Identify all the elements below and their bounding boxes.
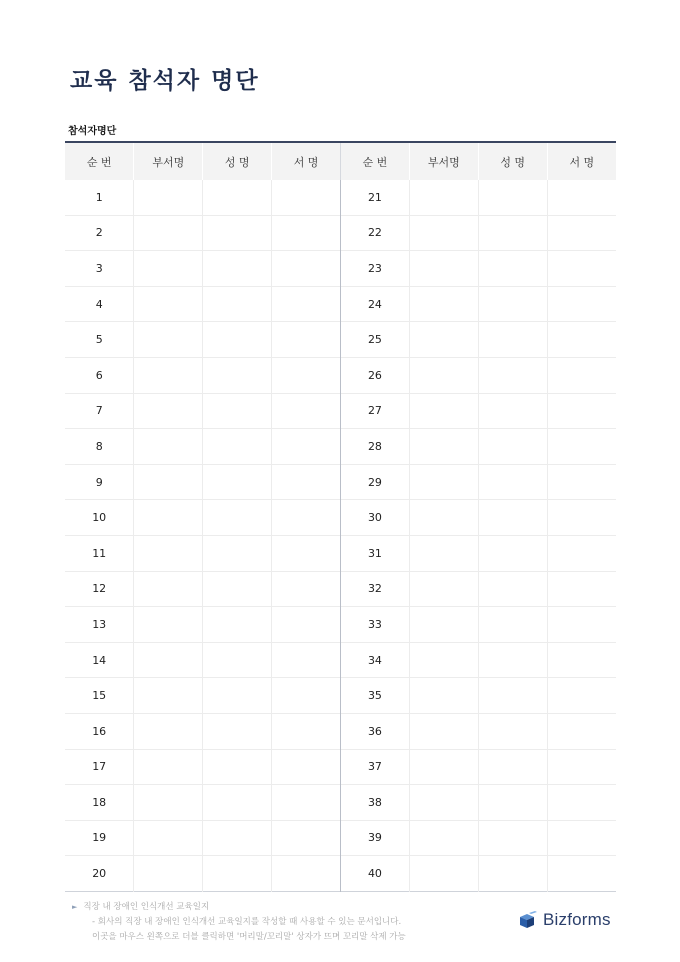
table-row xyxy=(65,180,616,215)
signature-cell[interactable] xyxy=(547,713,616,749)
row-number-right: 37 xyxy=(341,749,410,785)
department-cell[interactable] xyxy=(134,286,203,322)
table-row xyxy=(65,357,616,393)
page-title: 교육 참석자 명단 xyxy=(70,68,260,94)
table-row xyxy=(65,571,616,607)
name-cell[interactable] xyxy=(478,856,547,892)
name-cell[interactable] xyxy=(203,393,272,429)
department-cell[interactable] xyxy=(134,180,203,215)
department-cell[interactable] xyxy=(134,642,203,678)
row-number-left: 10 xyxy=(65,500,134,536)
row-number-left: 15 xyxy=(65,678,134,714)
header-name-left: 성 명 xyxy=(203,142,272,180)
department-cell[interactable] xyxy=(134,393,203,429)
row-number-right: 29 xyxy=(341,464,410,500)
department-cell[interactable] xyxy=(134,357,203,393)
department-cell[interactable] xyxy=(134,785,203,821)
name-cell[interactable] xyxy=(478,713,547,749)
department-cell[interactable] xyxy=(409,607,478,643)
signature-cell[interactable] xyxy=(547,357,616,393)
name-cell[interactable] xyxy=(478,429,547,465)
signature-cell[interactable] xyxy=(272,357,341,393)
department-cell[interactable] xyxy=(409,642,478,678)
department-cell[interactable] xyxy=(409,535,478,571)
row-number-right: 28 xyxy=(341,429,410,465)
signature-cell[interactable] xyxy=(547,820,616,856)
footer-title-line xyxy=(72,900,406,915)
signature-cell[interactable] xyxy=(547,286,616,322)
row-number-left: 9 xyxy=(65,464,134,500)
signature-cell[interactable] xyxy=(272,322,341,358)
department-cell[interactable] xyxy=(134,251,203,287)
row-number-right: 25 xyxy=(341,322,410,358)
department-cell[interactable] xyxy=(409,215,478,251)
table-row xyxy=(65,215,616,251)
row-number-right: 33 xyxy=(341,607,410,643)
table-row xyxy=(65,393,616,429)
footer-title: 직장 내 장애인 인식개선 교육일지 xyxy=(83,902,210,912)
row-number-right: 34 xyxy=(341,642,410,678)
name-cell[interactable] xyxy=(203,749,272,785)
table-row xyxy=(65,464,616,500)
name-cell[interactable] xyxy=(203,642,272,678)
row-number-right: 30 xyxy=(341,500,410,536)
header-signature-right: 서 명 xyxy=(547,142,616,180)
table-row xyxy=(65,500,616,536)
name-cell[interactable] xyxy=(478,642,547,678)
header-name-right: 성 명 xyxy=(478,142,547,180)
name-cell[interactable] xyxy=(478,535,547,571)
name-cell[interactable] xyxy=(478,215,547,251)
signature-cell[interactable] xyxy=(547,322,616,358)
row-number-right: 38 xyxy=(341,785,410,821)
table-row xyxy=(65,785,616,821)
signature-cell[interactable] xyxy=(272,820,341,856)
department-cell[interactable] xyxy=(134,500,203,536)
name-cell[interactable] xyxy=(478,251,547,287)
table-row xyxy=(65,322,616,358)
department-cell[interactable] xyxy=(409,571,478,607)
row-number-left: 3 xyxy=(65,251,134,287)
row-number-left: 5 xyxy=(65,322,134,358)
table-row xyxy=(65,286,616,322)
name-cell[interactable] xyxy=(203,856,272,892)
signature-cell[interactable] xyxy=(547,429,616,465)
name-cell[interactable] xyxy=(203,180,272,215)
name-cell[interactable] xyxy=(203,429,272,465)
department-cell[interactable] xyxy=(409,464,478,500)
table-row xyxy=(65,713,616,749)
signature-cell[interactable] xyxy=(547,642,616,678)
department-cell[interactable] xyxy=(134,820,203,856)
page-footer xyxy=(72,900,406,945)
header-number-left: 순 번 xyxy=(65,142,134,180)
signature-cell[interactable] xyxy=(272,749,341,785)
name-cell[interactable] xyxy=(203,713,272,749)
logo-text: Bizforms xyxy=(543,910,611,929)
signature-cell[interactable] xyxy=(272,571,341,607)
signature-cell[interactable] xyxy=(547,393,616,429)
table-row xyxy=(65,678,616,714)
name-cell[interactable] xyxy=(478,749,547,785)
department-cell[interactable] xyxy=(134,571,203,607)
department-cell[interactable] xyxy=(409,180,478,215)
name-cell[interactable] xyxy=(203,251,272,287)
department-cell[interactable] xyxy=(134,678,203,714)
signature-cell[interactable] xyxy=(547,856,616,892)
signature-cell[interactable] xyxy=(547,571,616,607)
table-row xyxy=(65,535,616,571)
name-cell[interactable] xyxy=(203,357,272,393)
name-cell[interactable] xyxy=(478,607,547,643)
table-row xyxy=(65,607,616,643)
bizforms-cube-icon xyxy=(518,911,538,929)
row-number-right: 35 xyxy=(341,678,410,714)
department-cell[interactable] xyxy=(134,429,203,465)
header-number-right: 순 번 xyxy=(341,142,410,180)
table-row xyxy=(65,820,616,856)
row-number-left: 13 xyxy=(65,607,134,643)
signature-cell[interactable] xyxy=(272,535,341,571)
header-department-left: 부서명 xyxy=(134,142,203,180)
name-cell[interactable] xyxy=(478,393,547,429)
name-cell[interactable] xyxy=(203,215,272,251)
signature-cell[interactable] xyxy=(272,251,341,287)
signature-cell[interactable] xyxy=(547,215,616,251)
row-number-left: 7 xyxy=(65,393,134,429)
header-department-right: 부서명 xyxy=(409,142,478,180)
signature-cell[interactable] xyxy=(272,393,341,429)
table-row xyxy=(65,642,616,678)
section-label: 참석자명단 xyxy=(68,126,117,137)
name-cell[interactable] xyxy=(203,820,272,856)
department-cell[interactable] xyxy=(409,820,478,856)
signature-cell[interactable] xyxy=(272,713,341,749)
name-cell[interactable] xyxy=(478,820,547,856)
row-number-left: 4 xyxy=(65,286,134,322)
department-cell[interactable] xyxy=(134,856,203,892)
footer-instruction: 이곳을 마우스 왼쪽으로 더블 클릭하면 '머리말/꼬리말' 상자가 뜨며 꼬리말 삭제 가능 xyxy=(92,932,406,942)
signature-cell[interactable] xyxy=(272,678,341,714)
row-number-left: 14 xyxy=(65,642,134,678)
department-cell[interactable] xyxy=(134,535,203,571)
name-cell[interactable] xyxy=(478,464,547,500)
row-number-left: 6 xyxy=(65,357,134,393)
name-cell[interactable] xyxy=(203,464,272,500)
signature-cell[interactable] xyxy=(272,429,341,465)
name-cell[interactable] xyxy=(478,322,547,358)
row-number-left: 19 xyxy=(65,820,134,856)
row-number-left: 18 xyxy=(65,785,134,821)
table-row xyxy=(65,856,616,892)
triangle-bullet-icon: ► xyxy=(72,903,78,911)
department-cell[interactable] xyxy=(134,749,203,785)
name-cell[interactable] xyxy=(478,180,547,215)
name-cell[interactable] xyxy=(478,286,547,322)
signature-cell[interactable] xyxy=(547,464,616,500)
department-cell[interactable] xyxy=(409,429,478,465)
row-number-left: 11 xyxy=(65,535,134,571)
header-signature-left: 서 명 xyxy=(272,142,341,180)
signature-cell[interactable] xyxy=(547,500,616,536)
department-cell[interactable] xyxy=(134,464,203,500)
signature-cell[interactable] xyxy=(272,642,341,678)
bizforms-logo xyxy=(518,910,611,930)
signature-cell[interactable] xyxy=(547,678,616,714)
department-cell[interactable] xyxy=(409,678,478,714)
name-cell[interactable] xyxy=(203,678,272,714)
department-cell[interactable] xyxy=(409,856,478,892)
department-cell[interactable] xyxy=(134,322,203,358)
row-number-left: 12 xyxy=(65,571,134,607)
name-cell[interactable] xyxy=(203,535,272,571)
department-cell[interactable] xyxy=(134,607,203,643)
signature-cell[interactable] xyxy=(272,215,341,251)
department-cell[interactable] xyxy=(409,785,478,821)
signature-cell[interactable] xyxy=(272,607,341,643)
footer-description: - 회사의 직장 내 장애인 인식개선 교육일지를 작성할 때 사용할 수 있는 문서입니다. xyxy=(92,917,402,927)
signature-cell[interactable] xyxy=(272,500,341,536)
signature-cell[interactable] xyxy=(547,180,616,215)
row-number-right: 27 xyxy=(341,393,410,429)
attendee-roster-table xyxy=(65,141,616,892)
department-cell[interactable] xyxy=(409,500,478,536)
department-cell[interactable] xyxy=(409,749,478,785)
name-cell[interactable] xyxy=(478,571,547,607)
department-cell[interactable] xyxy=(409,322,478,358)
row-number-right: 26 xyxy=(341,357,410,393)
signature-cell[interactable] xyxy=(272,286,341,322)
row-number-right: 40 xyxy=(341,856,410,892)
signature-cell[interactable] xyxy=(272,856,341,892)
row-number-left: 8 xyxy=(65,429,134,465)
name-cell[interactable] xyxy=(203,500,272,536)
name-cell[interactable] xyxy=(203,571,272,607)
row-number-right: 36 xyxy=(341,713,410,749)
row-number-left: 1 xyxy=(95,190,103,204)
department-cell[interactable] xyxy=(409,713,478,749)
table-header-row xyxy=(65,142,616,180)
department-cell[interactable] xyxy=(409,286,478,322)
row-number-right: 31 xyxy=(341,535,410,571)
row-number-right: 22 xyxy=(341,215,410,251)
table-row xyxy=(65,429,616,465)
department-cell[interactable] xyxy=(409,251,478,287)
department-cell[interactable] xyxy=(134,215,203,251)
name-cell[interactable] xyxy=(203,322,272,358)
row-number-right: 24 xyxy=(341,286,410,322)
table-row xyxy=(65,251,616,287)
department-cell[interactable] xyxy=(409,393,478,429)
name-cell[interactable] xyxy=(478,785,547,821)
row-number-left: 16 xyxy=(65,713,134,749)
row-number-right: 32 xyxy=(341,571,410,607)
table-row xyxy=(65,749,616,785)
signature-cell[interactable] xyxy=(272,785,341,821)
name-cell[interactable] xyxy=(203,785,272,821)
signature-cell[interactable] xyxy=(272,180,341,215)
signature-cell[interactable] xyxy=(547,535,616,571)
name-cell[interactable] xyxy=(203,286,272,322)
signature-cell[interactable] xyxy=(547,749,616,785)
roster-body xyxy=(65,180,616,891)
row-number-right: 39 xyxy=(341,820,410,856)
row-number-left: 17 xyxy=(65,749,134,785)
row-number-left: 20 xyxy=(65,856,134,892)
department-cell[interactable] xyxy=(409,357,478,393)
name-cell[interactable] xyxy=(478,678,547,714)
row-number-right: 21 xyxy=(341,180,410,215)
row-number-right: 23 xyxy=(341,251,410,287)
signature-cell[interactable] xyxy=(547,607,616,643)
signature-cell[interactable] xyxy=(547,251,616,287)
signature-cell[interactable] xyxy=(272,464,341,500)
name-cell[interactable] xyxy=(478,500,547,536)
name-cell[interactable] xyxy=(478,357,547,393)
name-cell[interactable] xyxy=(203,607,272,643)
row-number-left: 2 xyxy=(65,215,134,251)
department-cell[interactable] xyxy=(134,713,203,749)
signature-cell[interactable] xyxy=(547,785,616,821)
